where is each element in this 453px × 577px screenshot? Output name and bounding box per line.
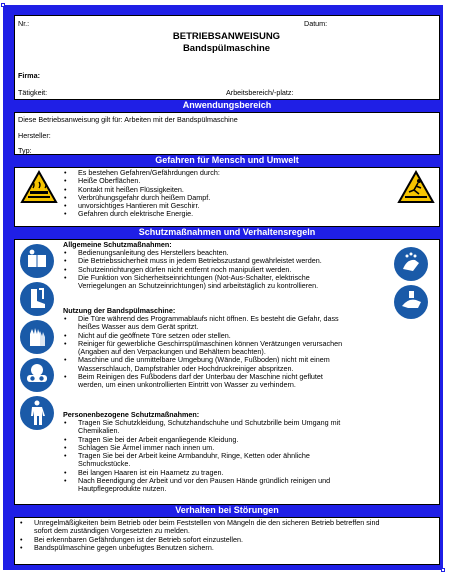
section-heading-anwendung: Anwendungsbereich: [182, 100, 272, 110]
resize-handle[interactable]: [441, 568, 445, 572]
page-title: BETRIEBSANWEISUNG: [172, 31, 281, 42]
list-item: • Schutzeinrichtungen dürfen nicht entfernt noch manipuliert werden.: [60, 266, 322, 274]
list-item: • Nicht auf die geöffnete Türe setzen oder stellen.: [60, 332, 342, 340]
resize-handle[interactable]: [1, 3, 5, 7]
list-item: • Bedienungsanleitung des Herstellers beachten.: [60, 249, 322, 257]
list-item: • Die Funktion von Sicherheitseinrichtungen (Not-Aus-Schalter, elektrische: [60, 274, 322, 282]
list-item: • Bandspülmaschine gegen unbefugtes Benutzen sichern.: [16, 544, 379, 552]
anwendung-text: Diese Betriebsanweisung gilt für: Arbeiten mit der Bandspülmaschine: [18, 115, 238, 124]
list-item: • Gefahren durch elektrische Energie.: [60, 210, 220, 218]
list-item: Schmuckstücke.: [78, 459, 131, 469]
list-item: • unvorsichtiges Hantieren mit Geschirr.: [60, 202, 220, 210]
gloves-icon: [20, 320, 54, 354]
list-item: • Es bestehen Gefahren/Gefährdungen durch:: [60, 169, 220, 177]
person-list: [60, 419, 340, 494]
read-manual-icon: [20, 244, 54, 278]
protective-clothing-icon: [20, 396, 54, 430]
list-item: • Kontakt mit heißen Flüssigkeiten.: [60, 186, 220, 194]
slippery-floor-warning-icon: [397, 170, 435, 204]
list-item: Chemikalien.: [78, 426, 120, 436]
list-item: • Tragen Sie bei der Arbeit keine Armbanduhr, Ringe, Ketten oder ähnliche: [60, 452, 340, 460]
list-item: Verriegelungen an Schutzeinrichtungen) sind arbeitstäglich zu kontrollieren.: [78, 281, 319, 291]
section-heading-schutz: Schutzmaßnahmen und Verhaltensregeln: [138, 227, 316, 237]
list-item: sofort dem zuständigen Vorgesetzten zu melden.: [34, 526, 190, 536]
list-item: • Tragen Sie Schutzkleidung, Schutzhandschuhe und Schutzbrille beim Umgang mit: [60, 419, 340, 427]
list-item: • Bei langen Haaren ist ein Haarnetz zu tragen.: [60, 469, 340, 477]
section-heading-gefahren: Gefahren für Mensch und Umwelt: [155, 155, 299, 165]
hot-surface-warning-icon: [20, 170, 58, 204]
allgemein-title: Allgemeine Schutzmaßnahmen:: [63, 240, 172, 249]
list-item: werden, um einen unkontrollierten Eintritt von Wasser zu verhindern.: [78, 380, 296, 390]
arbeitsbereich-label: Arbeitsbereich/-platz:: [226, 88, 294, 97]
wash-hands-icon: [394, 247, 428, 281]
gefahren-list: [60, 169, 220, 219]
nutzung-title: Nutzung der Bandspülmaschine:: [63, 306, 176, 315]
firma-label: Firma:: [18, 71, 40, 80]
list-item: • Maschine und die unmittelbare Umgebung (Wände, Fußboden) nicht mit einem: [60, 356, 342, 364]
section-heading-stoerungen: Verhalten bei Störungen: [175, 505, 279, 515]
taetigkeit-label: Tätigkeit:: [18, 88, 48, 97]
list-item: • Die Betriebssicherheit muss in jedem Betriebszustand gewährleistet werden.: [60, 257, 322, 265]
list-item: Hautpflegeprodukte nutzen.: [78, 484, 167, 494]
person-title: Personenbezogene Schutzmaßnahmen:: [63, 410, 200, 419]
typ-label: Typ:: [18, 146, 32, 155]
stoerungen-list: [16, 519, 379, 552]
list-item: • Unregelmäßigkeiten beim Betrieb oder beim Feststellen von Mängeln die den sicheren Betrieb betreffen sind: [16, 519, 379, 527]
nr-label: Nr.:: [18, 19, 30, 28]
hersteller-label: Hersteller:: [18, 131, 51, 140]
list-item: heißes Wasser aus dem Gerät spritzt.: [78, 322, 199, 332]
list-item: • Beim Reinigen des Fußbodens darf der Unterbau der Maschine nicht geflutet: [60, 373, 342, 381]
allgemein-list: [60, 249, 322, 290]
safety-boots-icon: [20, 282, 54, 316]
list-item: • Bei erkennbaren Gefährdungen ist der Betrieb sofort einzustellen.: [16, 536, 379, 544]
list-item: • Tragen Sie bei der Arbeit enganliegende Kleidung.: [60, 436, 340, 444]
nutzung-list: [60, 315, 342, 390]
list-item: • Heiße Oberflächen.: [60, 177, 220, 185]
goggles-icon: [20, 358, 54, 392]
list-item: Wasserschlauch, Dampfstrahler oder Hochdruckreiniger abspritzen.: [78, 363, 294, 373]
list-item: • Verbrühungsgefahr durch heißem Dampf.: [60, 194, 220, 202]
datum-label: Datum:: [304, 19, 328, 28]
page-subtitle: Bandspülmaschine: [182, 43, 271, 54]
hand-care-icon: [394, 285, 428, 319]
list-item: (Angaben auf den Verpackungen und Behältern beachten).: [78, 347, 266, 357]
list-item: • Die Türe während des Programmablaufs nicht öffnen. Es besteht die Gefahr, dass: [60, 315, 342, 323]
list-item: • Schlagen Sie Ärmel immer nach innen um.: [60, 444, 340, 452]
list-item: • Reiniger für gewerbliche Geschirrspülmaschinen können Verätzungen verursachen: [60, 340, 342, 348]
list-item: • Nach Beendigung der Arbeit und vor den Pausen Hände gründlich reinigen und: [60, 477, 340, 485]
